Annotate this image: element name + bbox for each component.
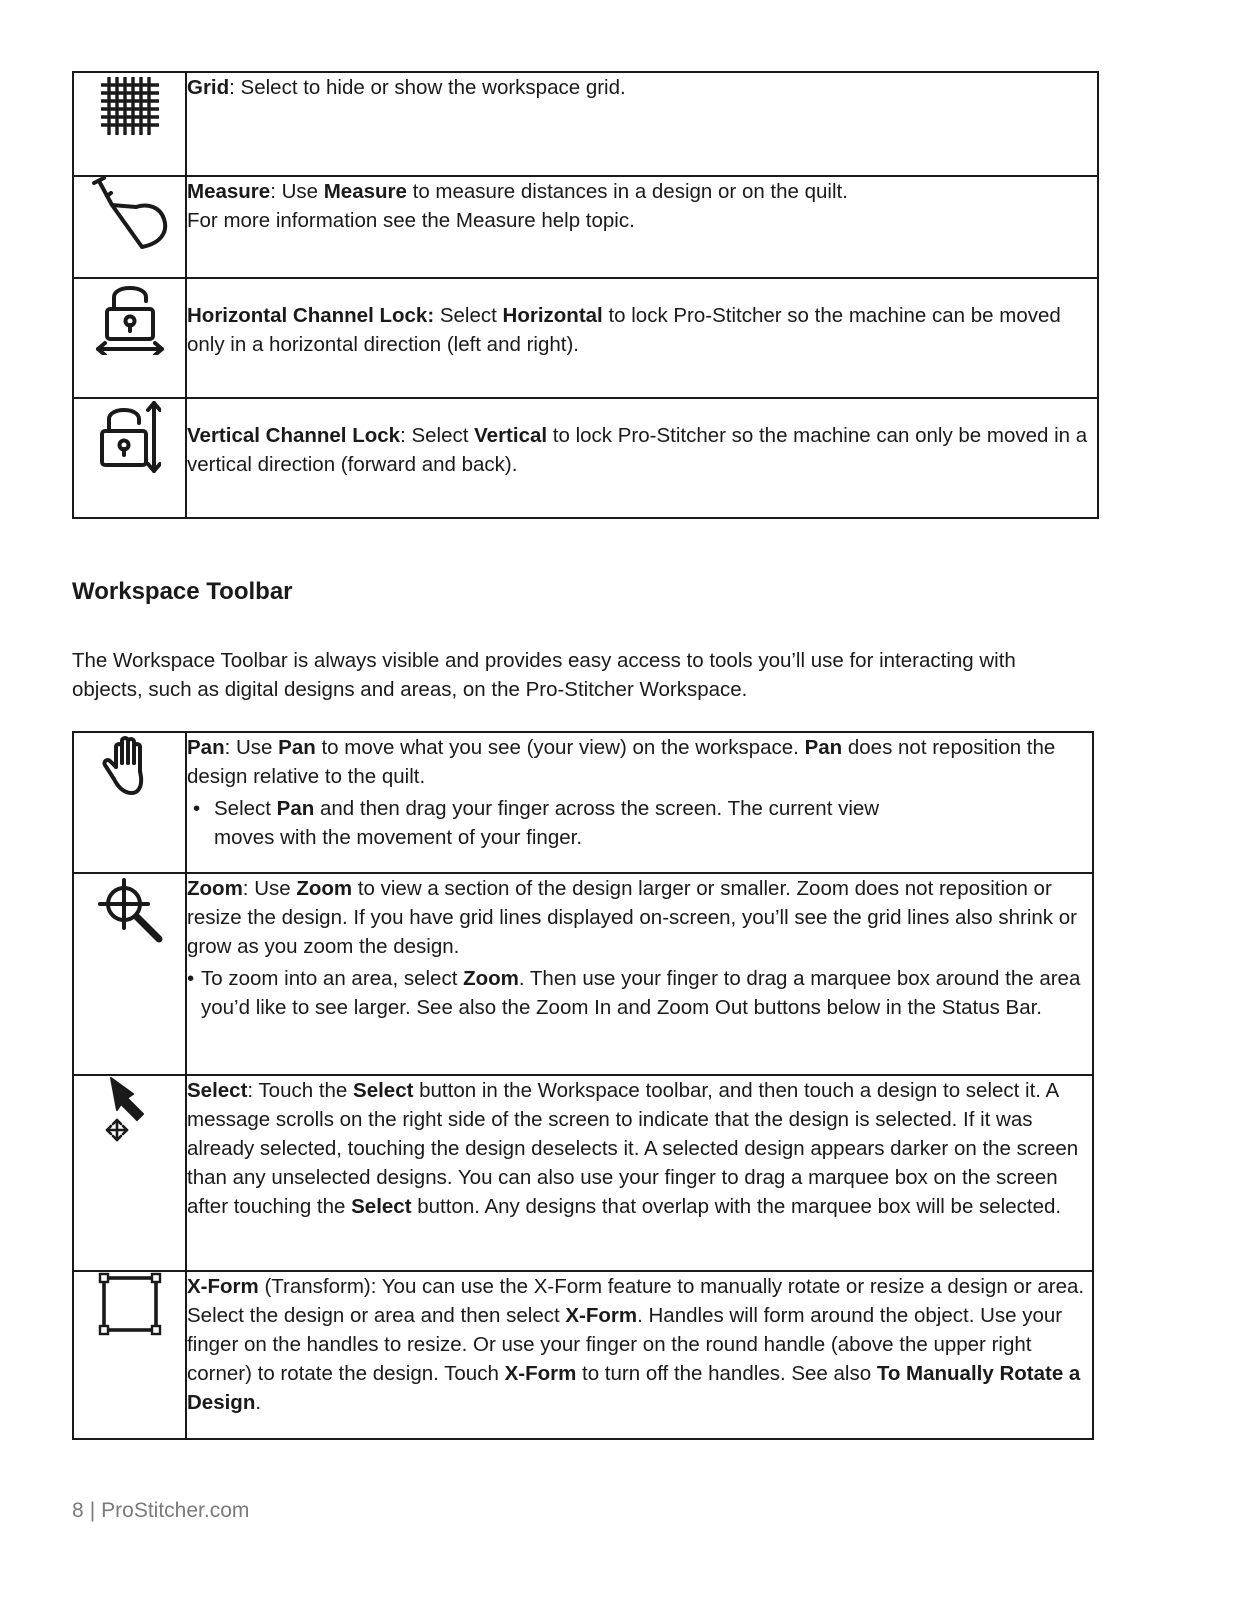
xform-bold-1: X-Form: [565, 1304, 638, 1327]
icon-cell: [73, 72, 186, 176]
measure-text-a: : Use: [270, 180, 324, 203]
table-row: [73, 1271, 1093, 1439]
page-footer: [72, 1499, 249, 1523]
horizontal-lock-bold: Horizontal: [502, 304, 603, 327]
xform-description: [186, 1271, 1093, 1439]
xform-bold-3: To Manually Rotate a Design: [187, 1362, 1081, 1414]
xform-text-3: to turn off the handles. See also: [576, 1362, 877, 1385]
table-row: [73, 176, 1098, 278]
icon-cell: [73, 278, 186, 398]
table-row: [73, 398, 1098, 518]
top-tools-table: [72, 71, 1099, 519]
vertical-lock-icon: [74, 399, 185, 475]
bullet-mark: •: [193, 797, 201, 820]
select-bold-2: Select: [351, 1195, 412, 1218]
icon-cell: [73, 1075, 186, 1271]
hand-icon: [74, 733, 185, 797]
zoom-title: Zoom: [187, 877, 243, 900]
zoom-bullet-bold: Zoom: [463, 967, 519, 990]
grid-icon: [74, 73, 185, 139]
bullet-mark: •: [187, 967, 195, 990]
pan-paragraph: [187, 733, 1092, 791]
xform-bold-2: X-Form: [504, 1362, 577, 1385]
measure-text-b: to measure distances in a design or on the quilt.: [406, 180, 848, 203]
grid-description: [186, 72, 1098, 176]
section-heading: Workspace Toolbar: [72, 578, 293, 605]
icon-cell: [73, 398, 186, 518]
vertical-lock-text-a: : Select: [400, 424, 475, 447]
measure-line-2: For more information see the Measure help topic.: [187, 209, 635, 232]
vertical-lock-title: Vertical Channel Lock: [187, 424, 401, 447]
measure-title: Measure: [187, 180, 271, 203]
zoom-icon: [74, 874, 185, 946]
select-arrow-icon: [74, 1076, 185, 1142]
pan-bullet: [187, 794, 914, 852]
horizontal-lock-description: [186, 278, 1098, 398]
icon-cell: [73, 176, 186, 278]
pan-text-3: does not reposition the design relative to the quilt.: [187, 736, 1056, 788]
pan-bold-2: Pan: [804, 736, 843, 759]
measure-icon: [74, 177, 185, 253]
zoom-bullet-text-2: . Then use your finger to drag a marquee box around the area you’d like to see larger. See also the Zoom In and Zoom Out buttons below in the Status Bar.: [201, 967, 1081, 1019]
xform-title: X-Form: [187, 1275, 259, 1298]
pan-text-1: : Use: [224, 736, 279, 759]
section-intro: The Workspace Toolbar is always visible and provides easy access to tools you’ll use for interacting with objects, such as digital designs and areas, on the Pro-Stitcher Workspace.: [72, 649, 1016, 701]
footer-separator: |: [89, 1499, 96, 1522]
table-row: [73, 278, 1098, 398]
footer-site-link[interactable]: ProStitcher.com: [101, 1499, 250, 1522]
page-number: 8: [72, 1499, 84, 1522]
pan-bold-1: Pan: [278, 736, 316, 759]
transform-icon: [74, 1272, 185, 1336]
grid-title: Grid: [187, 76, 230, 99]
zoom-text-2: to view a section of the design larger or smaller. Zoom does not reposition or resize the design. If you have grid lines displayed on-screen, you’ll see the grid lines also shrink or grow as you zoom the design.: [187, 877, 1077, 958]
pan-text-2: to move what you see (your view) on the workspace.: [315, 736, 805, 759]
zoom-text-1: : Use: [242, 877, 297, 900]
measure-description: [186, 176, 1098, 278]
horizontal-lock-text-b: to lock Pro-Stitcher so the machine can be moved only in a horizontal direction (left and right).: [187, 304, 1061, 356]
xform-text-1: (Transform): You can use the X-Form feature to manually rotate or resize a design or area. Select the design or area and then select: [187, 1275, 1085, 1327]
pan-description: [186, 732, 1093, 873]
zoom-paragraph: [187, 874, 1092, 961]
zoom-bold-1: Zoom: [296, 877, 353, 900]
table-row: [73, 72, 1098, 176]
pan-bullet-text-2: and then drag your finger across the screen. The current view moves with the movement of your finger.: [214, 797, 880, 849]
measure-line-1: [187, 177, 1097, 206]
workspace-toolbar-table: [72, 731, 1094, 1440]
table-row: [73, 1075, 1093, 1271]
xform-text-2: . Handles will form around the object. Use your finger on the handles to resize. Or use your finger on the round handle (above the upper right corner) to rotate the design. Touch: [187, 1304, 1063, 1385]
vertical-lock-description: [186, 398, 1098, 518]
zoom-description: [186, 873, 1093, 1075]
horizontal-lock-text-a: Select: [434, 304, 503, 327]
icon-cell: [73, 1271, 186, 1439]
pan-bullet-bold: Pan: [276, 797, 315, 820]
measure-bold: Measure: [323, 180, 407, 203]
horizontal-lock-icon: [74, 279, 185, 355]
select-description: [186, 1075, 1093, 1271]
xform-text-4: .: [255, 1391, 262, 1414]
table-row: [73, 732, 1093, 873]
icon-cell: [73, 873, 186, 1075]
grid-text: : Select to hide or show the workspace grid.: [229, 76, 626, 99]
select-bold-1: Select: [353, 1079, 414, 1102]
zoom-bullet: [187, 964, 1092, 1022]
select-text-2: button in the Workspace toolbar, and then touch a design to select it. A message scrolls on the right side of the screen to indicate that the design is selected. If it was already selected, touching the design deselects it. A selected design appears darker on the screen than any unselected designs. You can also use your finger to drag a marquee box on the screen after touching the: [187, 1079, 1079, 1218]
select-text-1: : Touch the: [247, 1079, 354, 1102]
pan-title: Pan: [187, 736, 225, 759]
select-title: Select: [187, 1079, 248, 1102]
vertical-lock-text-b: to lock Pro-Stitcher so the machine can only be moved in a vertical direction (forward and back).: [187, 424, 1088, 476]
vertical-lock-bold: Vertical: [474, 424, 548, 447]
select-text-3: button. Any designs that overlap with the marquee box will be selected.: [411, 1195, 1062, 1218]
icon-cell: [73, 732, 186, 873]
horizontal-lock-title: Horizontal Channel Lock:: [187, 304, 435, 327]
table-row: [73, 873, 1093, 1075]
pan-bullet-text-1: Select: [214, 797, 277, 820]
zoom-bullet-text-1: To zoom into an area, select: [201, 967, 464, 990]
